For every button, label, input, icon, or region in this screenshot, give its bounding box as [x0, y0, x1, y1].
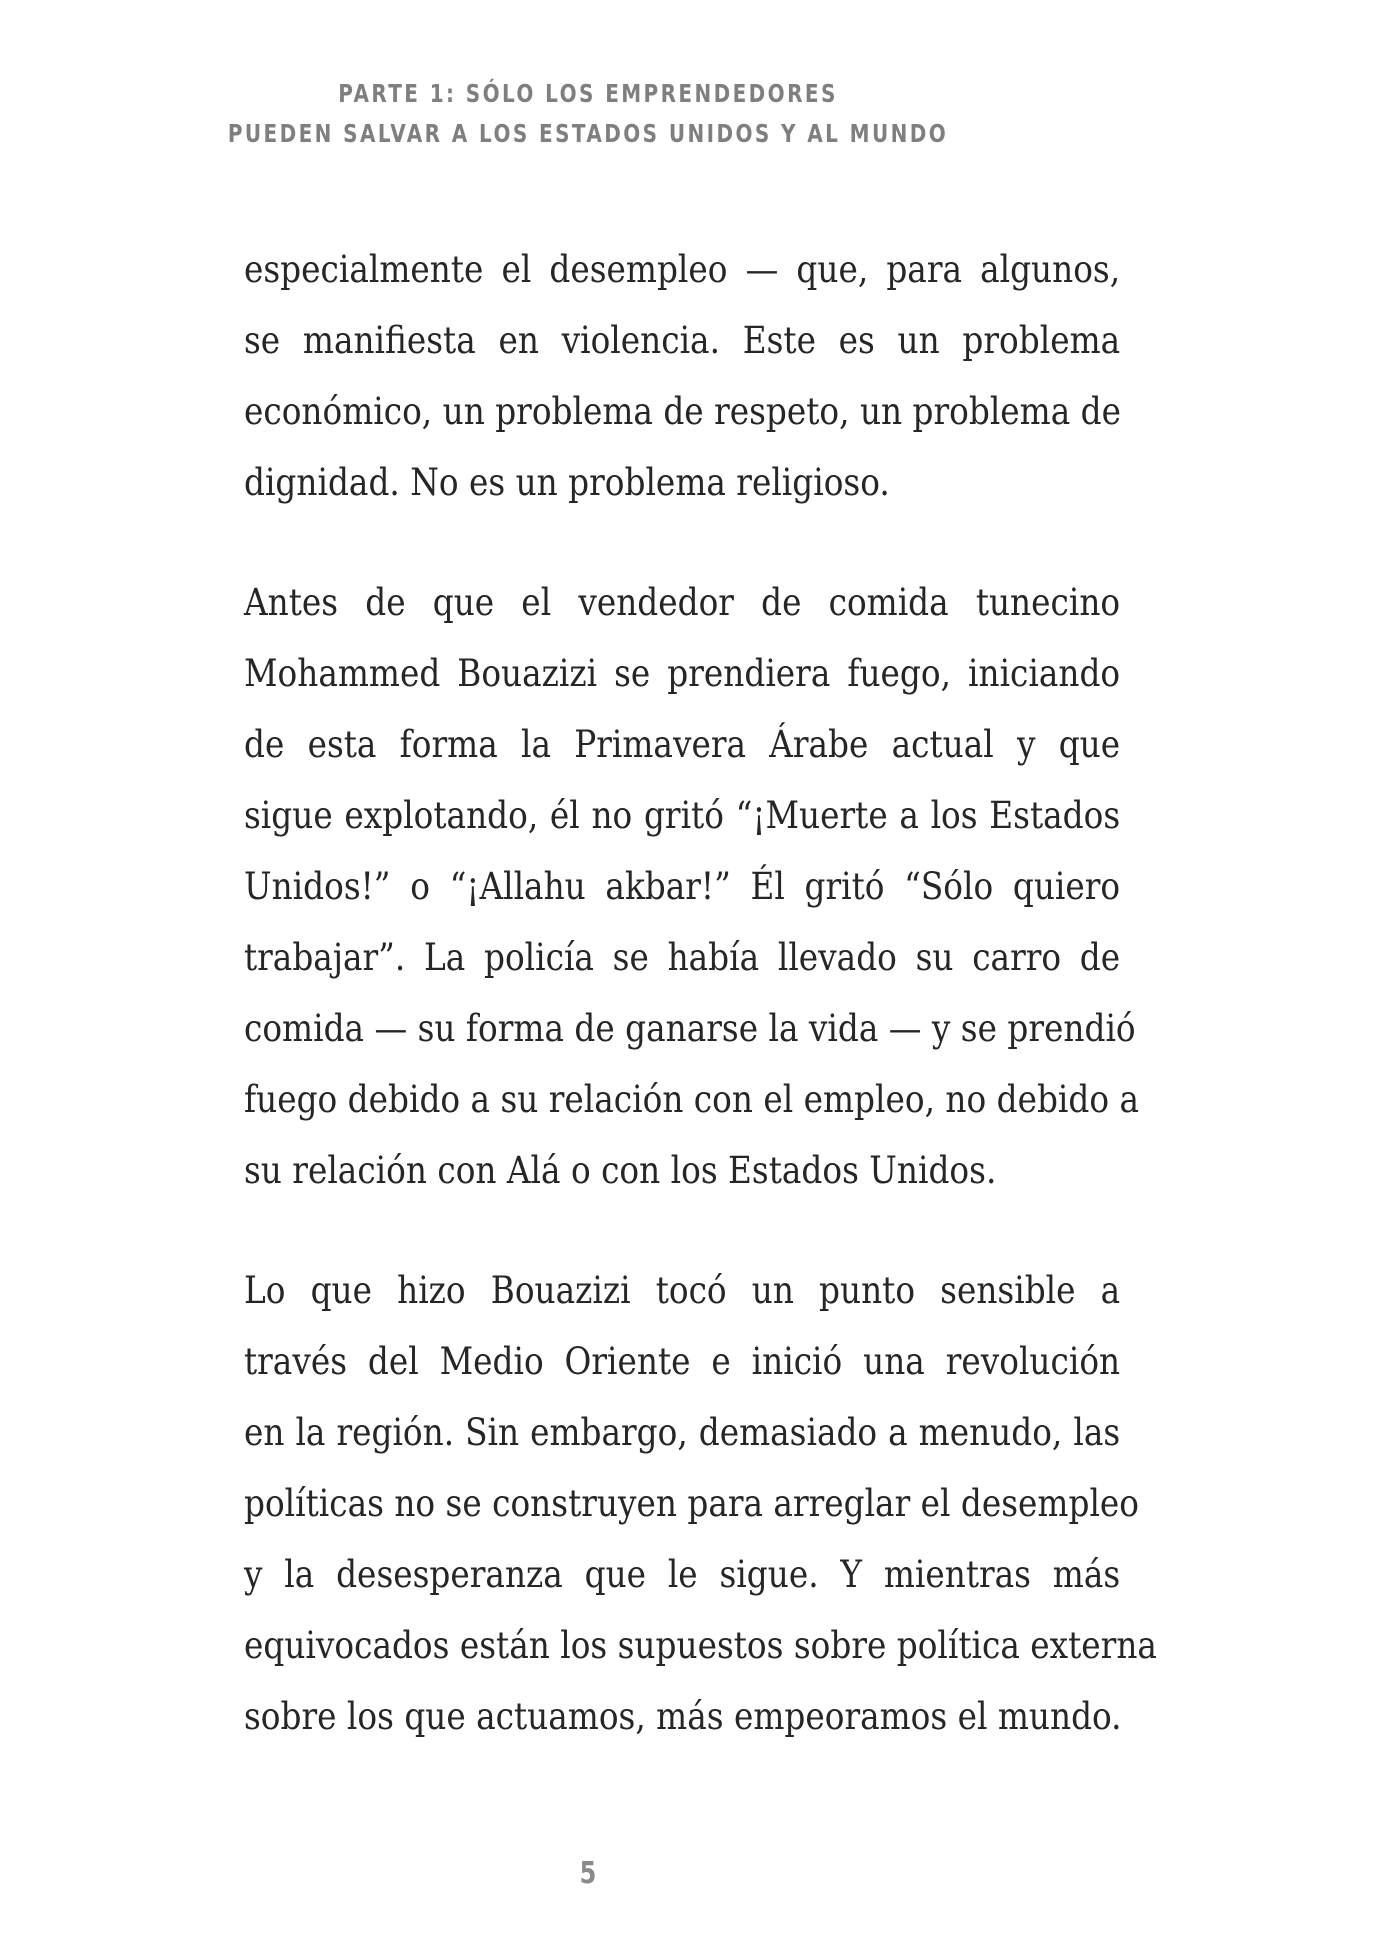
text-line: dignidad. No es un problema religioso.: [244, 461, 890, 504]
text-line: comida — su forma de ganarse la vida — y se prendió: [244, 1007, 1136, 1050]
page-number: 5: [579, 1856, 597, 1891]
paragraph-1: [244, 234, 1120, 518]
text-line: su relación con Alá o con los Estados Unidos.: [244, 1149, 997, 1192]
text-line: trabajar”. La policía se había llevado su carro de: [244, 936, 1121, 979]
text-line: Antes de que el vendedor de comida tunecino: [244, 581, 1121, 624]
text-line: y la desesperanza que le sigue. Y mientras más: [244, 1553, 1121, 1596]
text-line: Mohammed Bouazizi se prendiera fuego, iniciando: [244, 652, 1121, 695]
text-line: través del Medio Oriente e inició una revolución: [244, 1340, 1121, 1383]
paragraph-2: [244, 567, 1139, 1206]
running-header-line-1: PARTE 1: SÓLO LOS EMPRENDEDORES: [338, 79, 838, 108]
running-header-line-2: PUEDEN SALVAR A LOS ESTADOS UNIDOS Y AL MUNDO: [227, 119, 949, 148]
body-text: [244, 234, 1157, 1801]
text-line: en la región. Sin embargo, demasiado a menudo, las: [244, 1411, 1121, 1454]
text-line: económico, un problema de respeto, un problema de: [244, 390, 1122, 433]
text-line: fuego debido a su relación con el empleo, no debido a: [244, 1078, 1139, 1121]
text-line: sigue explotando, él no gritó “¡Muerte a los Estados: [244, 794, 1121, 837]
text-line: equivocados están los supuestos sobre política externa: [244, 1624, 1157, 1667]
text-line: sobre los que actuamos, más empeoramos el mundo.: [244, 1695, 1122, 1738]
text-line: Lo que hizo Bouazizi tocó un punto sensible a: [244, 1269, 1121, 1312]
text-line: políticas no se construyen para arreglar el desempleo: [244, 1482, 1140, 1525]
text-line: Unidos!” o “¡Allahu akbar!” Él gritó “Sólo quiero: [244, 865, 1121, 908]
text-line: de esta forma la Primavera Árabe actual y que: [244, 723, 1121, 766]
running-header: [0, 74, 1176, 154]
paragraph-3: [244, 1255, 1157, 1752]
text-line: se manifiesta en violencia. Este es un problema: [244, 319, 1121, 362]
text-line: especialmente el desempleo — que, para algunos,: [244, 248, 1121, 291]
